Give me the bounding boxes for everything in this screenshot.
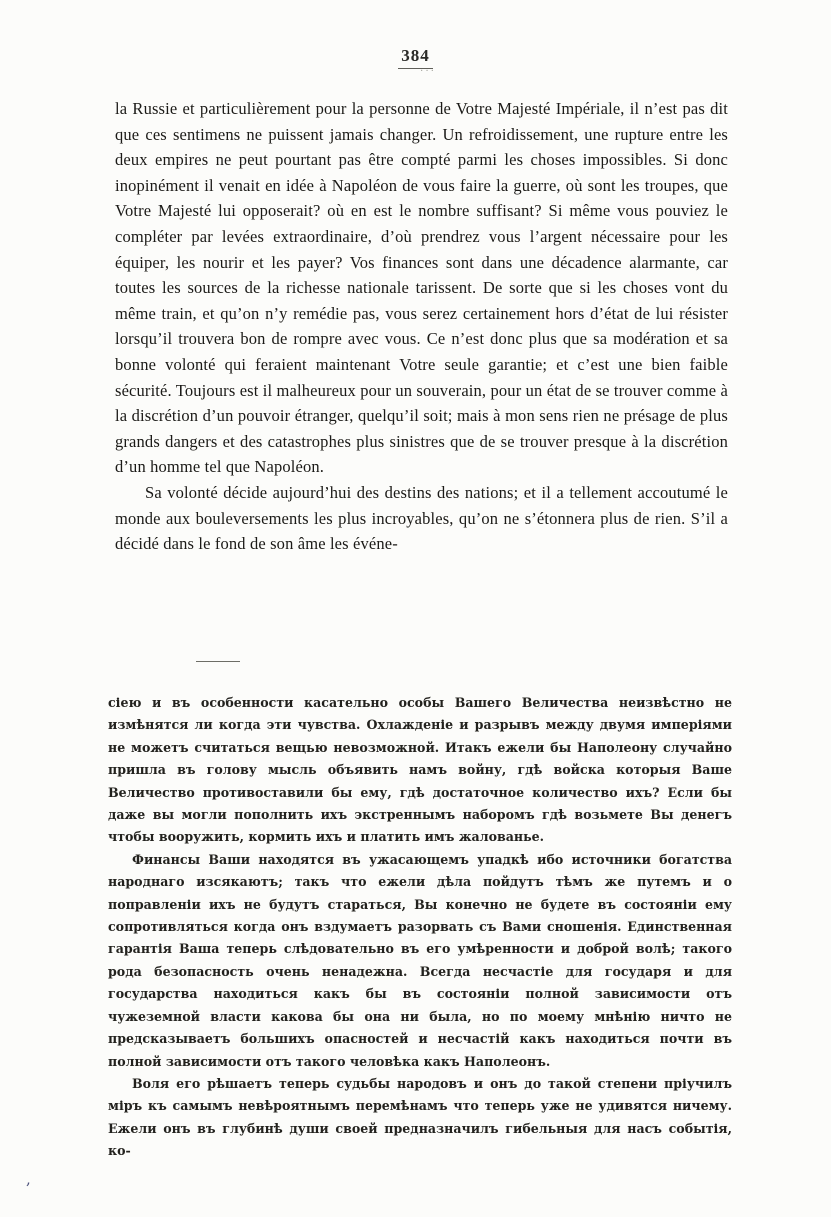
page-number: 384 <box>398 46 433 69</box>
page-header <box>0 46 831 69</box>
main-text-french <box>115 96 728 557</box>
decorative-dots: ··· <box>420 66 436 77</box>
footnote-paragraph: Финансы Ваши находятся въ ужасающемъ упадкѣ ибо источники богатства народнаго изсякаютъ; такъ что ежели дѣла пойдутъ тѣмъ же путемъ и о поправленіи ихъ не будутъ стараться, Вы конечно не будете въ состояніи ему сопротивляться когда онъ вздумаетъ разорвать съ Вами сношенія. Единственная гарантія Ваша теперь слѣдовательно въ его умѣренности и доброй волѣ; такого рода безопасность очень ненадежна. Всегда несчастіе для государя и для государства находиться какъ бы въ состояніи полной зависимости отъ чужеземной власти какова бы она ни была, но по моему мнѣнію ничто не предсказываетъ большихъ опасностей и несчастій какъ находиться почти въ полной зависимости отъ такого человѣка какъ Наполеонъ. <box>108 851 732 1069</box>
footnote-paragraph: сіею и въ особенности касательно особы Вашего Величества неизвѣстно не измѣнятся ли когда эти чувства. Охлажденіе и разрывъ между двумя имперіями не можетъ считаться вещью невозможной. Итакъ ежели бы Наполеону случайно пришла въ голову мысль объявить намъ войну, гдѣ войска которыя Ваше Величество противоставили бы ему, гдѣ достаточное количество ихъ? Если бы даже вы могли пополнить ихъ экстреннымъ наборомъ гдѣ возьмете Вы денегъ чтобы вооружить, кормить ихъ и платить имъ жалованье. <box>108 695 732 845</box>
footnote-russian <box>108 692 732 1163</box>
paragraph: Sa volonté décide aujourd’hui des destins des nations; et il a tellement accoutumé le monde aux bouleversements les plus incroyables, qu’on ne s’étonnera plus de rien. S’il a décidé dans le fond de son âme les événe- <box>115 482 728 554</box>
paragraph: la Russie et particulièrement pour la personne de Votre Majesté Impériale, il n’est pas dit que ces sentimens ne puissent jamais changer. Un refroidissement, une rupture entre les deux empires ne peut pourtant pas être compté parmi les choses impossibles. Si donc inopinément il venait en idée à Napoléon de vous faire la guerre, où sont les troupes, que Votre Majesté lui opposerait? où en est le nombre suffisant? Si même vous pouviez le compléter par levées extraordinaire, d’où prendrez vous l’argent nécessaire pour les équiper, les nourir et les payer? Vos finances sont dans une décadence alarmante, car toutes les sources de la richesse nationale tarissent. De sorte que si les choses vont du même train, et qu’on n’y remédie pas, vous serez certainement hors d’état de lui résister lorsqu’il trouvera bon de rompre avec vous. Ce n’est donc plus que sa modération et sa bonne volonté qui feraient maintenant Votre seule garantie; et c’est une bien faible sécurité. Toujours est il malheureux pour un souverain, pour un état de se trouver comme à la discrétion d’un pouvoir étranger, quelqu’il soit; mais à mon sens rien ne présage de plus grands dangers et des catastrophes plus sinistres que de se trouver presque à la discrétion d’un homme tel que Napoléon. <box>115 99 728 477</box>
footnote-divider <box>196 661 240 662</box>
margin-mark: , <box>26 1170 31 1188</box>
footnote-paragraph: Воля его рѣшаетъ теперь судьбы народовъ и онъ до такой степени пріучилъ міръ къ самымъ невѣроятнымъ перемѣнамъ что теперь уже не удивятся ничему. Ежели онъ въ глубинѣ души своей предназначилъ гибельныя для насъ событія, ко- <box>108 1075 732 1159</box>
